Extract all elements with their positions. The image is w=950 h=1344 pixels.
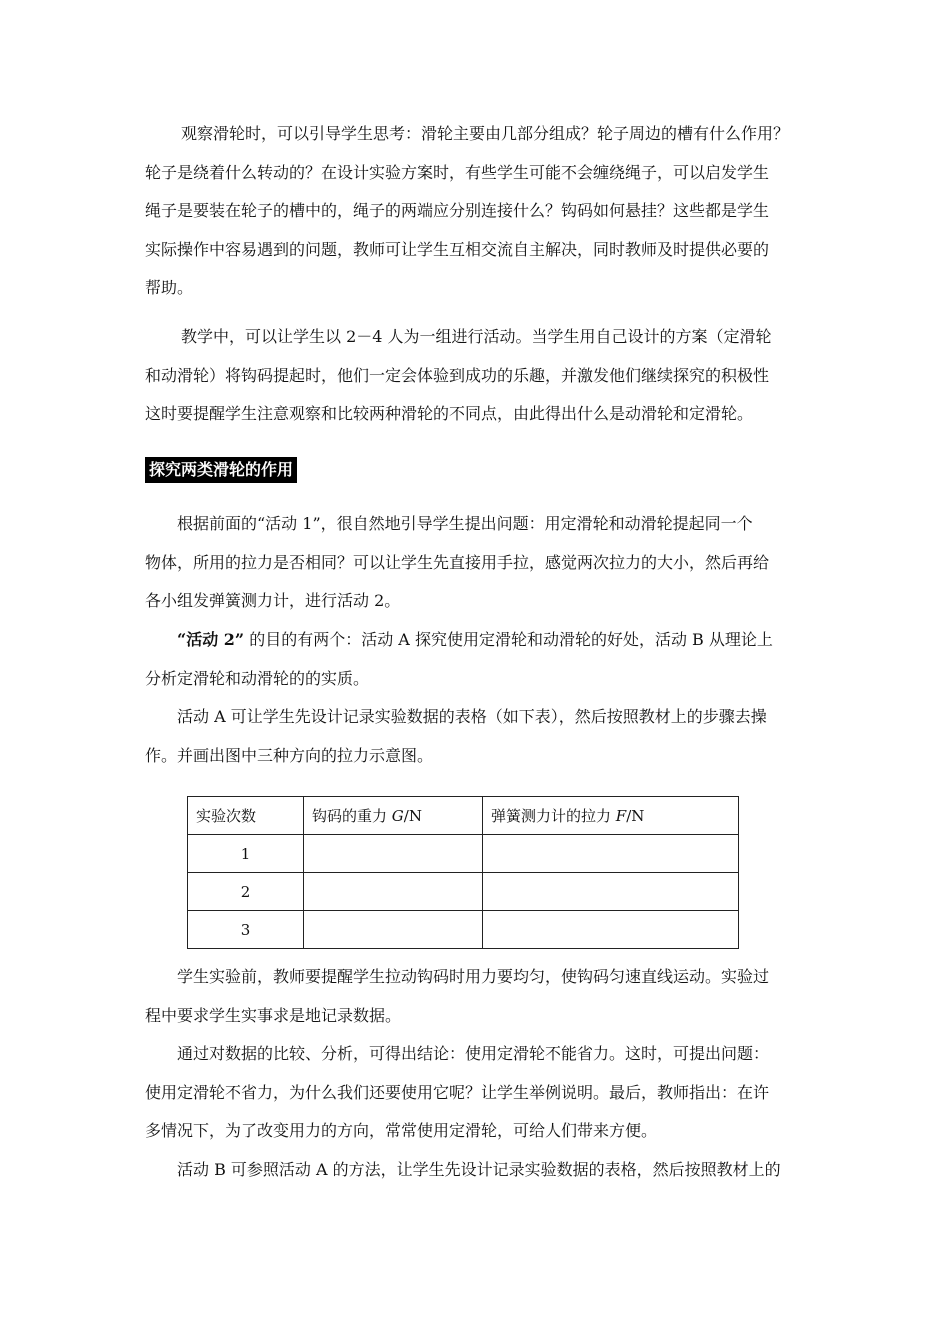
text-line: 使用定滑轮不省力，为什么我们还要使用它呢？让学生举例说明。最后，教师指出：在许 bbox=[145, 1082, 770, 1102]
text-line: 作。并画出图中三种方向的拉力示意图。 bbox=[145, 745, 434, 765]
table-header-row bbox=[188, 797, 739, 835]
text-line: 轮子是绕着什么转动的？在设计实验方案时，有些学生可能不会缠绕绳子，可以启发学生 bbox=[145, 162, 770, 182]
weight-cell bbox=[304, 873, 483, 911]
force-cell bbox=[483, 911, 739, 949]
paragraph-observe-pulley bbox=[145, 115, 815, 308]
force-cell bbox=[483, 873, 739, 911]
trial-cell: 1 bbox=[188, 835, 304, 873]
trial-cell: 3 bbox=[188, 911, 304, 949]
paragraph-teaching-groups bbox=[145, 318, 815, 434]
text-line: 绳子是要装在轮子的槽中的，绳子的两端应分别连接什么？钩码如何悬挂？这些都是学生 bbox=[145, 201, 770, 220]
text-line: 教学中，可以让学生以 2－4 人为一组进行活动。当学生用自己设计的方案（定滑轮 bbox=[181, 327, 772, 346]
text-line bbox=[145, 621, 815, 660]
table-row bbox=[188, 835, 739, 873]
table-row bbox=[188, 873, 739, 911]
header-hook-weight bbox=[304, 797, 483, 835]
text-line: 物体，所用的拉力是否相同？可以让学生先直接用手拉，感觉两次拉力的大小，然后再给 bbox=[145, 552, 770, 572]
text-line: 活动 B 可参照活动 A 的方法，让学生先设计记录实验数据的表格，然后按照教材上的 bbox=[177, 1160, 781, 1179]
text-line: 帮助。 bbox=[145, 278, 194, 297]
experiment-data-table bbox=[187, 796, 739, 949]
text-line: 各小组发弹簧测力计，进行活动 2。 bbox=[145, 591, 401, 610]
header-spring-force bbox=[483, 797, 739, 835]
paragraph-conclusion bbox=[145, 1035, 815, 1151]
weight-cell bbox=[304, 911, 483, 949]
paragraph-activity-a bbox=[145, 698, 815, 775]
activity-2-rest: 的目的有两个：活动 A 探究使用定滑轮和动滑轮的好处，活动 B 从理论上 bbox=[244, 630, 773, 649]
header-variable: G bbox=[391, 807, 404, 825]
weight-cell bbox=[304, 835, 483, 873]
text-line: 学生实验前，教师要提醒学生拉动钩码时用力要均匀，使钩码匀速直线运动。实验过 bbox=[177, 967, 770, 986]
text-line: 根据前面的“活动 1”，很自然地引导学生提出问题：用定滑轮和动滑轮提起同一个 bbox=[177, 514, 753, 533]
header-trial-count: 实验次数 bbox=[188, 797, 304, 835]
text-line: 实际操作中容易遇到的问题，教师可让学生互相交流自主解决，同时教师及时提供必要的 bbox=[145, 239, 770, 259]
force-cell bbox=[483, 835, 739, 873]
header-unit: /N bbox=[626, 807, 645, 825]
text-line: 观察滑轮时，可以引导学生思考：滑轮主要由几部分组成？轮子周边的槽有什么作用？ bbox=[181, 124, 790, 143]
text-line: 通过对数据的比较、分析，可得出结论：使用定滑轮不能省力。这时，可提出问题： bbox=[177, 1044, 770, 1063]
activity-2-label: “活动 2” bbox=[177, 630, 245, 649]
text-line: 活动 A 可让学生先设计记录实验数据的表格（如下表），然后按照教材上的步骤去操 bbox=[177, 707, 767, 726]
paragraph-activity-1-recap bbox=[145, 505, 815, 621]
paragraph-before-experiment bbox=[145, 958, 815, 1035]
header-text: 钩码的重力 bbox=[312, 807, 392, 825]
header-unit: /N bbox=[403, 807, 422, 825]
text-line: 和动滑轮）将钩码提起时，他们一定会体验到成功的乐趣，并激发他们继续探究的积极性 bbox=[145, 365, 770, 385]
text-line: 多情况下，为了改变用力的方向，常常使用定滑轮，可给人们带来方便。 bbox=[145, 1121, 658, 1140]
paragraph-activity-2-purpose bbox=[145, 621, 815, 698]
text-line: 分析定滑轮和动滑轮的的实质。 bbox=[145, 668, 370, 688]
text-line: 这时要提醒学生注意观察和比较两种滑轮的不同点，由此得出什么是动滑轮和定滑轮。 bbox=[145, 404, 754, 423]
paragraph-activity-b bbox=[145, 1151, 815, 1190]
header-text: 弹簧测力计的拉力 bbox=[491, 807, 616, 825]
section-heading: 探究两类滑轮的作用 bbox=[145, 457, 297, 483]
table-row bbox=[188, 911, 739, 949]
trial-cell: 2 bbox=[188, 873, 304, 911]
text-line: 程中要求学生实事求是地记录数据。 bbox=[145, 1005, 402, 1025]
header-variable: F bbox=[615, 807, 627, 825]
